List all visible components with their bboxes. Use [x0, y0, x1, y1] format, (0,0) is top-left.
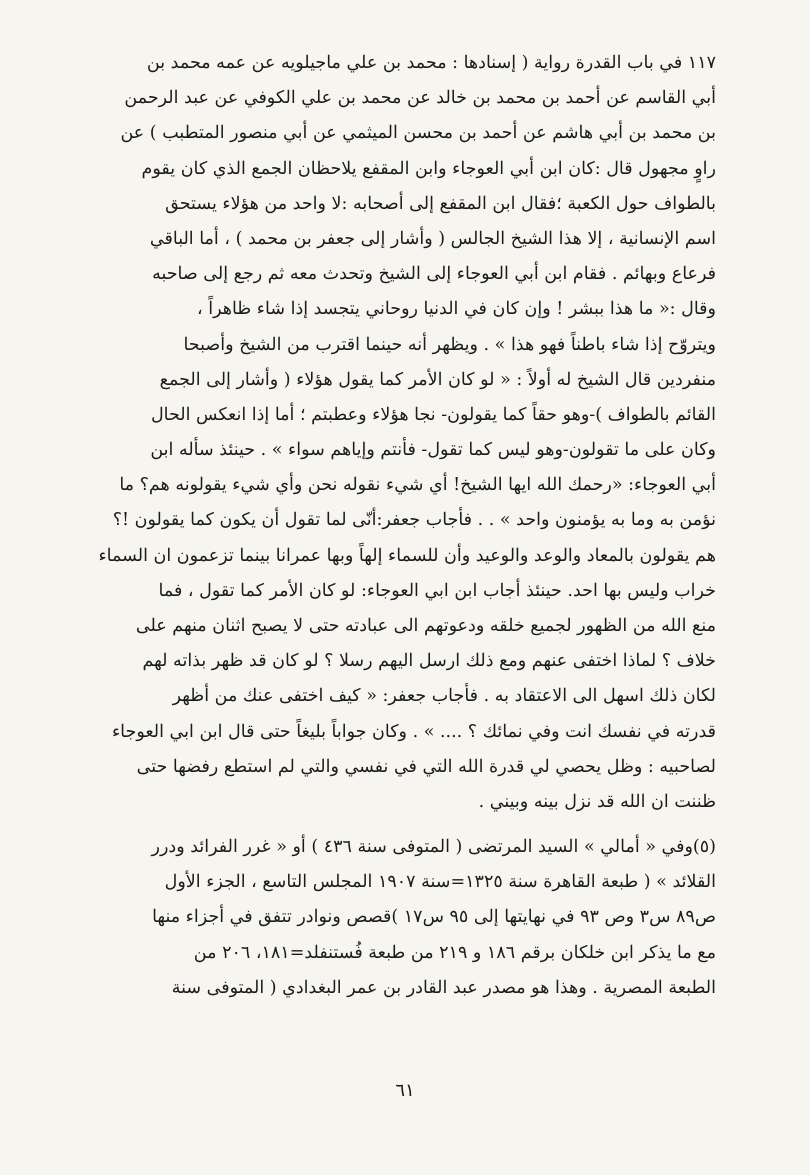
text-line: منفردين قال الشيخ له أولاً : « لو كان الأمر كما يقول هؤلاء ( وأشار إلى الجمع: [159, 369, 716, 390]
text-line: خلاف ؟ لماذا اختفى عنهم ومع ذلك ارسل اليهم رسلا ؟ لو كان قد ظهر بذاته لهم: [142, 651, 716, 672]
main-text-block: [96, 46, 716, 820]
text-line: أبي العوجاء: «رحمك الله ايها الشيخ! أي شيء نقوله نحن وأي شيء يقولونه هم؟ ما: [119, 475, 716, 496]
footnote-line: مع ما يذكر ابن خلكان برقم ١٨٦ و ٢١٩ من طبعة فُستنفلد=١٨١، ٢٠٦ من: [193, 942, 716, 963]
text-line: القائم بالطواف )-وهو حقاً كما يقولون- نجا هؤلاء وعطبتم ؛ أما إذا انعكس الحال: [150, 404, 716, 425]
text-line: بن محمد بن أبي هاشم عن أحمد بن محسن الميثمي عن أبي منصور المتطبب ) عن: [120, 123, 716, 144]
text-line: ظننت ان الله قد نزل بينه وبيني .: [478, 791, 716, 812]
text-line: اسم الإنسانية ، إلا هذا الشيخ الجالس ( وأشار إلى جعفر بن محمد ) ، أما الباقي: [149, 228, 716, 249]
text-line: ويتروّح إذا شاء باطناً فهو هذا » . ويظهر أنه حينما اقترب من الشيخ وأصبحا: [183, 334, 716, 355]
text-line: منع الله من الظهور لجميع خلقه ودعوتهم الى عبادته حتى لا يصبح اثنان منهم على: [135, 616, 716, 636]
text-line: بالطواف حول الكعبة ؛فقال ابن المقفع إلى أصحابه :لا واحد من هؤلاء يستحق: [165, 193, 716, 214]
footnote-line: ص٨٩ س٣ وص ٩٣ في نهايتها إلى ٩٥ س١٧ )قصص ونوادر تتفق في أجزاء منها: [152, 907, 716, 928]
text-line: ١١٧ في باب القدرة رواية ( إسنادها : محمد بن علي ماجيلويه عن عمه محمد بن: [146, 53, 716, 73]
text-line: وقال :« ما هذا ببشر ! وإن كان في الدنيا روحاني يتجسد إذا شاء ظاهراً ،: [197, 299, 716, 320]
footnote-line: الطبعة المصرية . وهذا هو مصدر عبد القادر بن عمر البغدادي ( المتوفى سنة: [171, 977, 716, 998]
text-line: قدرته في نفسك انت وفي نمائك ؟ .... » . وكان جواباً بليغاً حتى قال ابن ابي العوجاء: [111, 721, 716, 742]
footnote-line: القلائد » ( طبعة القاهرة سنة ١٣٢٥=سنة ١٩٠٧ المجلس التاسع ، الجزء الأول: [164, 872, 716, 893]
text-line: لكان ذلك اسهل الى الاعتقاد به . فأجاب جعفر: « كيف اختفى عنك من أظهر: [172, 686, 716, 707]
text-line: نؤمن به وما به يؤمنون واحد » . . فأجاب جعفر:أنّى لما تقول أن يكون كما يقولون !؟: [112, 510, 716, 531]
page-number: ٦١: [395, 1080, 415, 1101]
text-line: هم يقولون بالمعاد والوعد والوعيد وأن للسماء إلهاً وبها عمرانا بينما تزعمون ان السماء: [98, 545, 716, 566]
footnote-block: [96, 830, 716, 1006]
text-line: أبي القاسم عن أحمد بن محمد بن خالد عن محمد بن علي الكوفي عن عبد الرحمن: [124, 88, 716, 109]
text-line: وكان على ما تقولون-وهو ليس كما تقول- فأنتم وإياهم سواء » . حينئذ سأله ابن: [150, 440, 716, 461]
text-line: لصاحبيه : وظل يحصي لي قدرة الله التي في نفسي والتي لم استطع رفضها حتى: [136, 756, 716, 777]
text-line: راوٍ مجهول قال :كان ابن أبي العوجاء وابن المقفع يلاحظان الجمع الذي كان يقوم: [141, 158, 716, 179]
footnote-line: (٥)وفي « أمالي » السيد المرتضى ( المتوفى سنة ٤٣٦ ) أو « غرر الفرائد ودرر: [151, 837, 716, 857]
text-line: خراب وليس بها احد. حينئذ أجاب ابن ابي العوجاء: لو كان الأمر كما تقول ، فما: [158, 580, 716, 601]
text-line: فرعاع وبهائم . فقام ابن أبي العوجاء إلى الشيخ وتحدث معه ثم رجع إلى صاحبه: [152, 264, 716, 285]
